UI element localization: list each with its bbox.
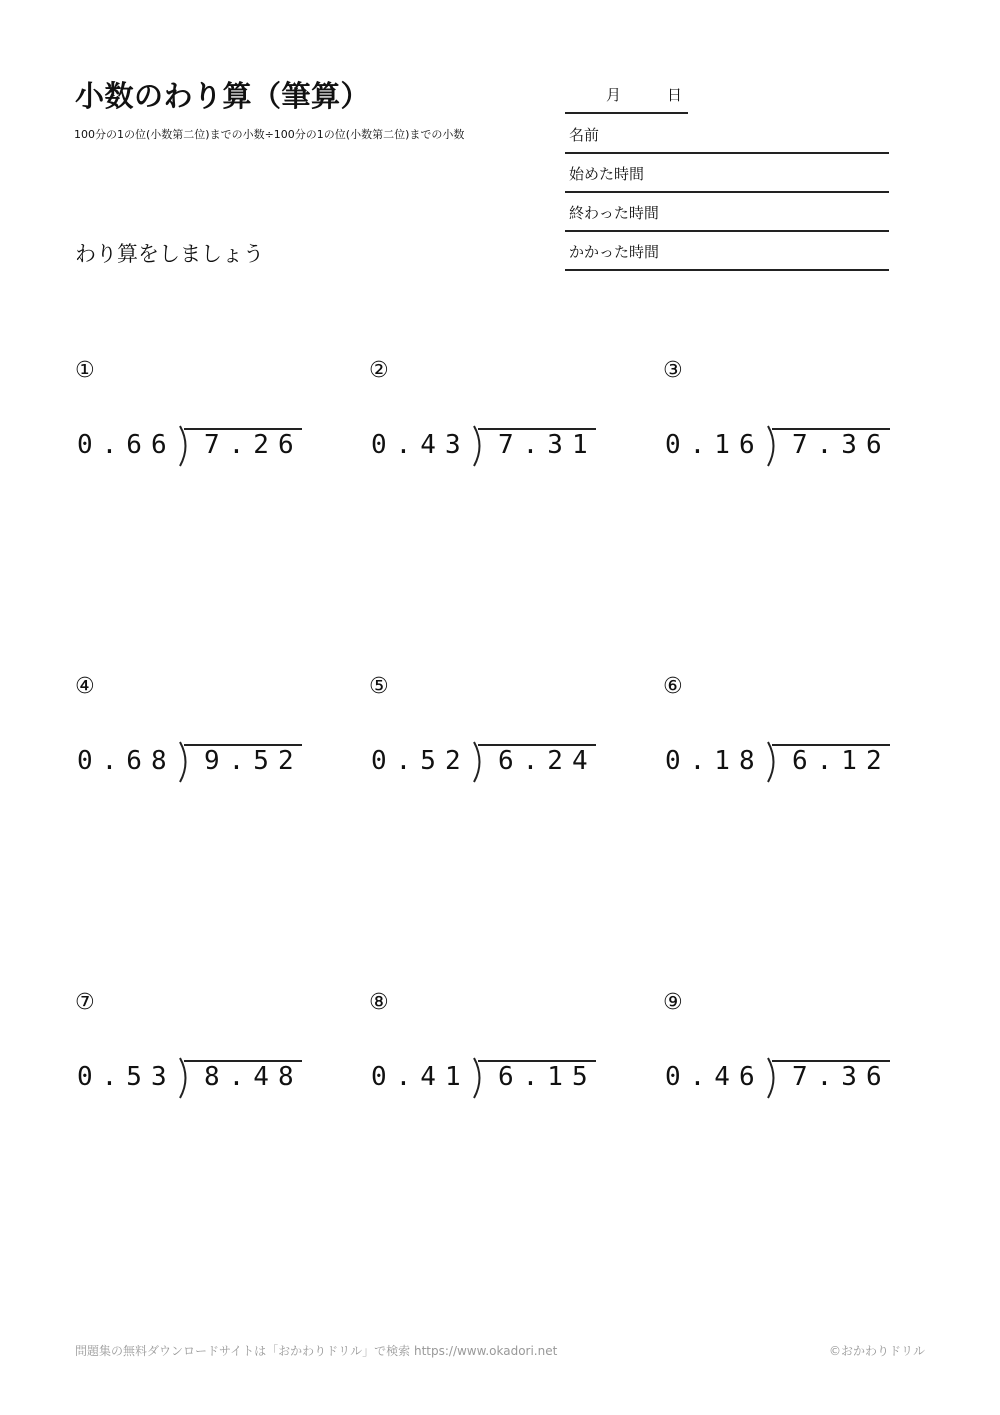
divisor: 0.43 [371,430,470,460]
dividend: 6.12 [792,746,891,776]
problem-8 [369,990,609,1120]
start-time-field [565,154,889,193]
problem-7 [75,990,315,1120]
problem-number: ⑥ [663,674,683,699]
dividend: 7.36 [792,430,891,460]
dividend: 6.15 [498,1062,597,1092]
divisor: 0.68 [77,746,176,776]
elapsed-time-label: かかった時間 [569,243,660,261]
divisor: 0.41 [371,1062,470,1092]
problem-number: ⑧ [369,990,389,1015]
problem-4 [75,674,315,804]
elapsed-time-field [565,232,889,271]
division-bracket-icon [763,1056,785,1100]
divisor: 0.66 [77,430,176,460]
month-label: 月 [606,86,622,104]
end-time-field [565,193,889,232]
problem-1 [75,358,315,488]
dividend: 9.52 [204,746,303,776]
date-field [565,84,688,114]
dividend: 6.24 [498,746,597,776]
page-subtitle: 100分の1の位(小数第二位)までの小数÷100分の1の位(小数第二位)までの小数 [74,128,465,141]
problem-number: ④ [75,674,95,699]
page-title: 小数のわり算（筆算） [75,79,371,113]
problem-6 [663,674,903,804]
division-bracket-icon [763,424,785,468]
name-field [565,115,889,154]
footer-site-text: 問題集の無料ダウンロードサイトは「おかわりドリル」で検索 https://www.okadori.net [75,1344,558,1358]
footer-copyright: ©おかわりドリル [829,1344,926,1358]
divisor: 0.16 [665,430,764,460]
divisor: 0.18 [665,746,764,776]
instruction-text: わり算をしましょう [75,242,264,266]
end-time-label: 終わった時間 [569,204,659,222]
division-bracket-icon [469,1056,491,1100]
dividend: 7.36 [792,1062,891,1092]
problem-number: ① [75,358,95,383]
division-bracket-icon [175,740,197,784]
dividend: 7.26 [204,430,303,460]
day-label: 日 [667,86,683,104]
division-bracket-icon [763,740,785,784]
divisor: 0.52 [371,746,470,776]
problem-number: ⑤ [369,674,389,699]
problem-number: ② [369,358,389,383]
division-bracket-icon [175,1056,197,1100]
dividend: 7.31 [498,430,597,460]
division-bracket-icon [175,424,197,468]
divisor: 0.46 [665,1062,764,1092]
division-bracket-icon [469,424,491,468]
name-label: 名前 [569,126,600,144]
divisor: 0.53 [77,1062,176,1092]
problem-9 [663,990,903,1120]
problem-3 [663,358,903,488]
start-time-label: 始めた時間 [569,165,645,183]
problem-number: ⑦ [75,990,95,1015]
dividend: 8.48 [204,1062,303,1092]
problem-2 [369,358,609,488]
problem-number: ③ [663,358,683,383]
division-bracket-icon [469,740,491,784]
problem-number: ⑨ [663,990,683,1015]
problem-5 [369,674,609,804]
